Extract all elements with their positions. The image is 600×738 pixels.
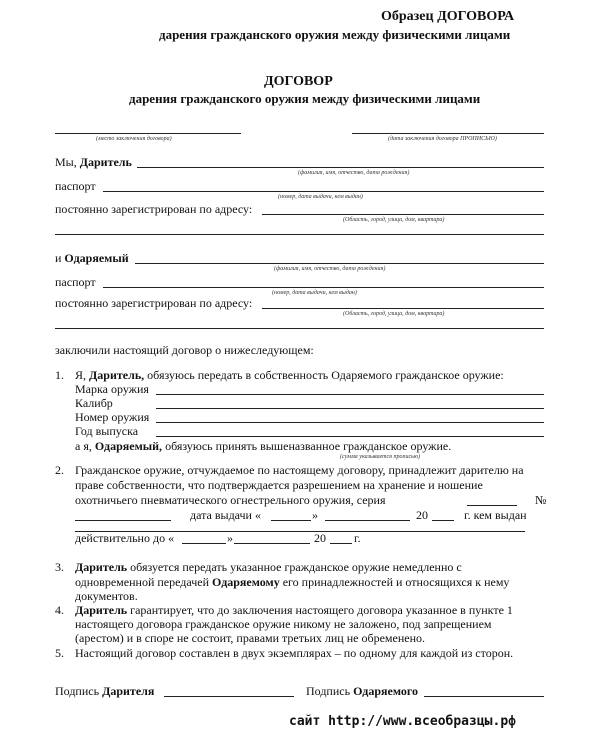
footer-site-link[interactable]: сайт http://www.всеобразцы.рф	[289, 714, 516, 729]
sum-caption: (сумма указывается прописью)	[340, 454, 421, 460]
clause1-field-caliber: Калибр	[75, 396, 113, 410]
permit-series-line[interactable]	[467, 505, 517, 506]
clause3-line1: Даритель обязуется передать указанное гражданское оружие немедленно с	[75, 560, 462, 574]
clause2-issued-by: г. кем выдан	[464, 508, 527, 522]
document-subtitle: дарения гражданского оружия между физическими лицами	[129, 91, 481, 106]
signature-donor-line[interactable]	[164, 696, 294, 697]
permit-number-line[interactable]	[75, 520, 171, 521]
clause2-valid-year-prefix: 20	[314, 531, 326, 545]
donor-address-caption: (Область, город, улица, дом, квартира)	[343, 217, 445, 223]
donor-label-line: Мы, Даритель	[55, 155, 132, 169]
recipient-passport-label: паспорт	[55, 275, 96, 289]
signature-donor-label: Подпись Дарителя	[55, 684, 155, 698]
clause1-brand-line[interactable]	[156, 394, 544, 395]
document-title: ДОГОВОР	[264, 74, 333, 89]
donor-name-caption: (фамилия, имя, отчество, дата рождения)	[298, 170, 410, 176]
clause5-text: Настоящий договор составлен в двух экземплярах – по одному для каждой из сторон.	[75, 646, 514, 660]
clause2-line2: праве собственности, что подтверждается разрешением на хранение и ношение	[75, 478, 483, 492]
issue-year-line[interactable]	[432, 520, 454, 521]
clause1-number: 1.	[55, 368, 64, 382]
clause1-field-number: Номер оружия	[75, 410, 150, 424]
sample-header-line1: Образец ДОГОВОРА	[381, 9, 515, 24]
clause2-valid-year-suffix: г.	[354, 531, 361, 545]
clause4-line3: (арестом) и в споре не состоит, правами третьих лиц не обременено.	[75, 631, 425, 645]
recipient-name-line[interactable]	[135, 263, 544, 264]
valid-month-line[interactable]	[234, 543, 310, 544]
clause1-number-line[interactable]	[156, 422, 544, 423]
donor-address-line-2[interactable]	[55, 234, 544, 235]
donor-passport-line[interactable]	[103, 191, 544, 192]
intro-text: заключили настоящий договор о нижеследующем:	[55, 343, 314, 357]
recipient-passport-caption: (номер, дата выдачи, кем выдан)	[272, 290, 357, 296]
clause3-number: 3.	[55, 560, 64, 574]
donor-passport-caption: (номер, дата выдачи, кем выдан)	[278, 194, 363, 200]
recipient-name-caption: (фамилия, имя, отчество, дата рождения)	[274, 266, 386, 272]
clause4-number: 4.	[55, 603, 64, 617]
clause1-field-year: Год выпуска	[75, 424, 139, 438]
clause1-field-brand: Марка оружия	[75, 382, 149, 396]
clause2-line1: Гражданское оружие, отчуждаемое по настоящему договору, принадлежит дарителю на	[75, 463, 524, 477]
sample-header-line2: дарения гражданского оружия между физическими лицами	[159, 27, 511, 42]
date-field-line[interactable]	[352, 133, 544, 134]
clause2-line3a: охотничьего пневматического огнестрельного оружия, серия	[75, 493, 386, 507]
clause4-line1: Даритель гарантирует, что до заключения настоящего договора указанное в пункте 1	[75, 603, 513, 617]
donor-address-line[interactable]	[262, 214, 544, 215]
donor-label: Даритель	[79, 155, 132, 169]
valid-year-line[interactable]	[330, 543, 352, 544]
donor-passport-label: паспорт	[55, 179, 96, 193]
clause3-line3: документов.	[75, 589, 138, 603]
signature-recipient-line[interactable]	[424, 696, 544, 697]
clause2-valid-until-close: »	[227, 531, 233, 545]
place-field-line[interactable]	[55, 133, 241, 134]
clause2-valid-until-open: действительно до «	[75, 531, 175, 545]
donor-name-line[interactable]	[137, 167, 544, 168]
donor-address-label: постоянно зарегистрирован по адресу:	[55, 202, 253, 216]
clause2-number: 2.	[55, 463, 64, 477]
clause5-number: 5.	[55, 646, 64, 660]
recipient-address-label: постоянно зарегистрирован по адресу:	[55, 296, 253, 310]
clause2-issue-date-close: »	[312, 508, 318, 522]
clause1-line2: а я, Одаряемый, обязуюсь принять вышеназванное гражданское оружие.	[75, 439, 452, 453]
recipient-address-caption: (Область, город, улица, дом, квартира)	[343, 311, 445, 317]
issue-day-line[interactable]	[271, 520, 311, 521]
recipient-address-line-2[interactable]	[55, 328, 544, 329]
place-caption: (место заключения договора)	[96, 136, 172, 142]
clause2-issue-date-open: дата выдачи «	[190, 508, 261, 522]
recipient-label-line: и Одаряемый	[55, 251, 129, 265]
clause1-year-line[interactable]	[156, 436, 544, 437]
issue-month-line[interactable]	[325, 520, 410, 521]
clause4-line2: настоящего договора гражданское оружие никому не заложено, под запрещением	[75, 617, 492, 631]
recipient-label: Одаряемый	[64, 251, 129, 265]
recipient-passport-line[interactable]	[103, 287, 544, 288]
valid-day-line[interactable]	[182, 543, 226, 544]
clause1-line1: Я, Даритель, обязуюсь передать в собственность Одаряемого гражданское оружие:	[75, 368, 504, 382]
clause3-line2: одновременной передачей Одаряемому его принадлежностей и относящихся к нему	[75, 575, 510, 589]
clause2-issue-year-prefix: 20	[416, 508, 428, 522]
clause1-caliber-line[interactable]	[156, 408, 544, 409]
recipient-address-line[interactable]	[262, 308, 544, 309]
date-caption: (дата заключения договора ПРОПИСЬЮ)	[388, 136, 497, 142]
clause2-number-sign: №	[535, 493, 547, 507]
signature-recipient-label: Подпись Одаряемого	[306, 684, 418, 698]
